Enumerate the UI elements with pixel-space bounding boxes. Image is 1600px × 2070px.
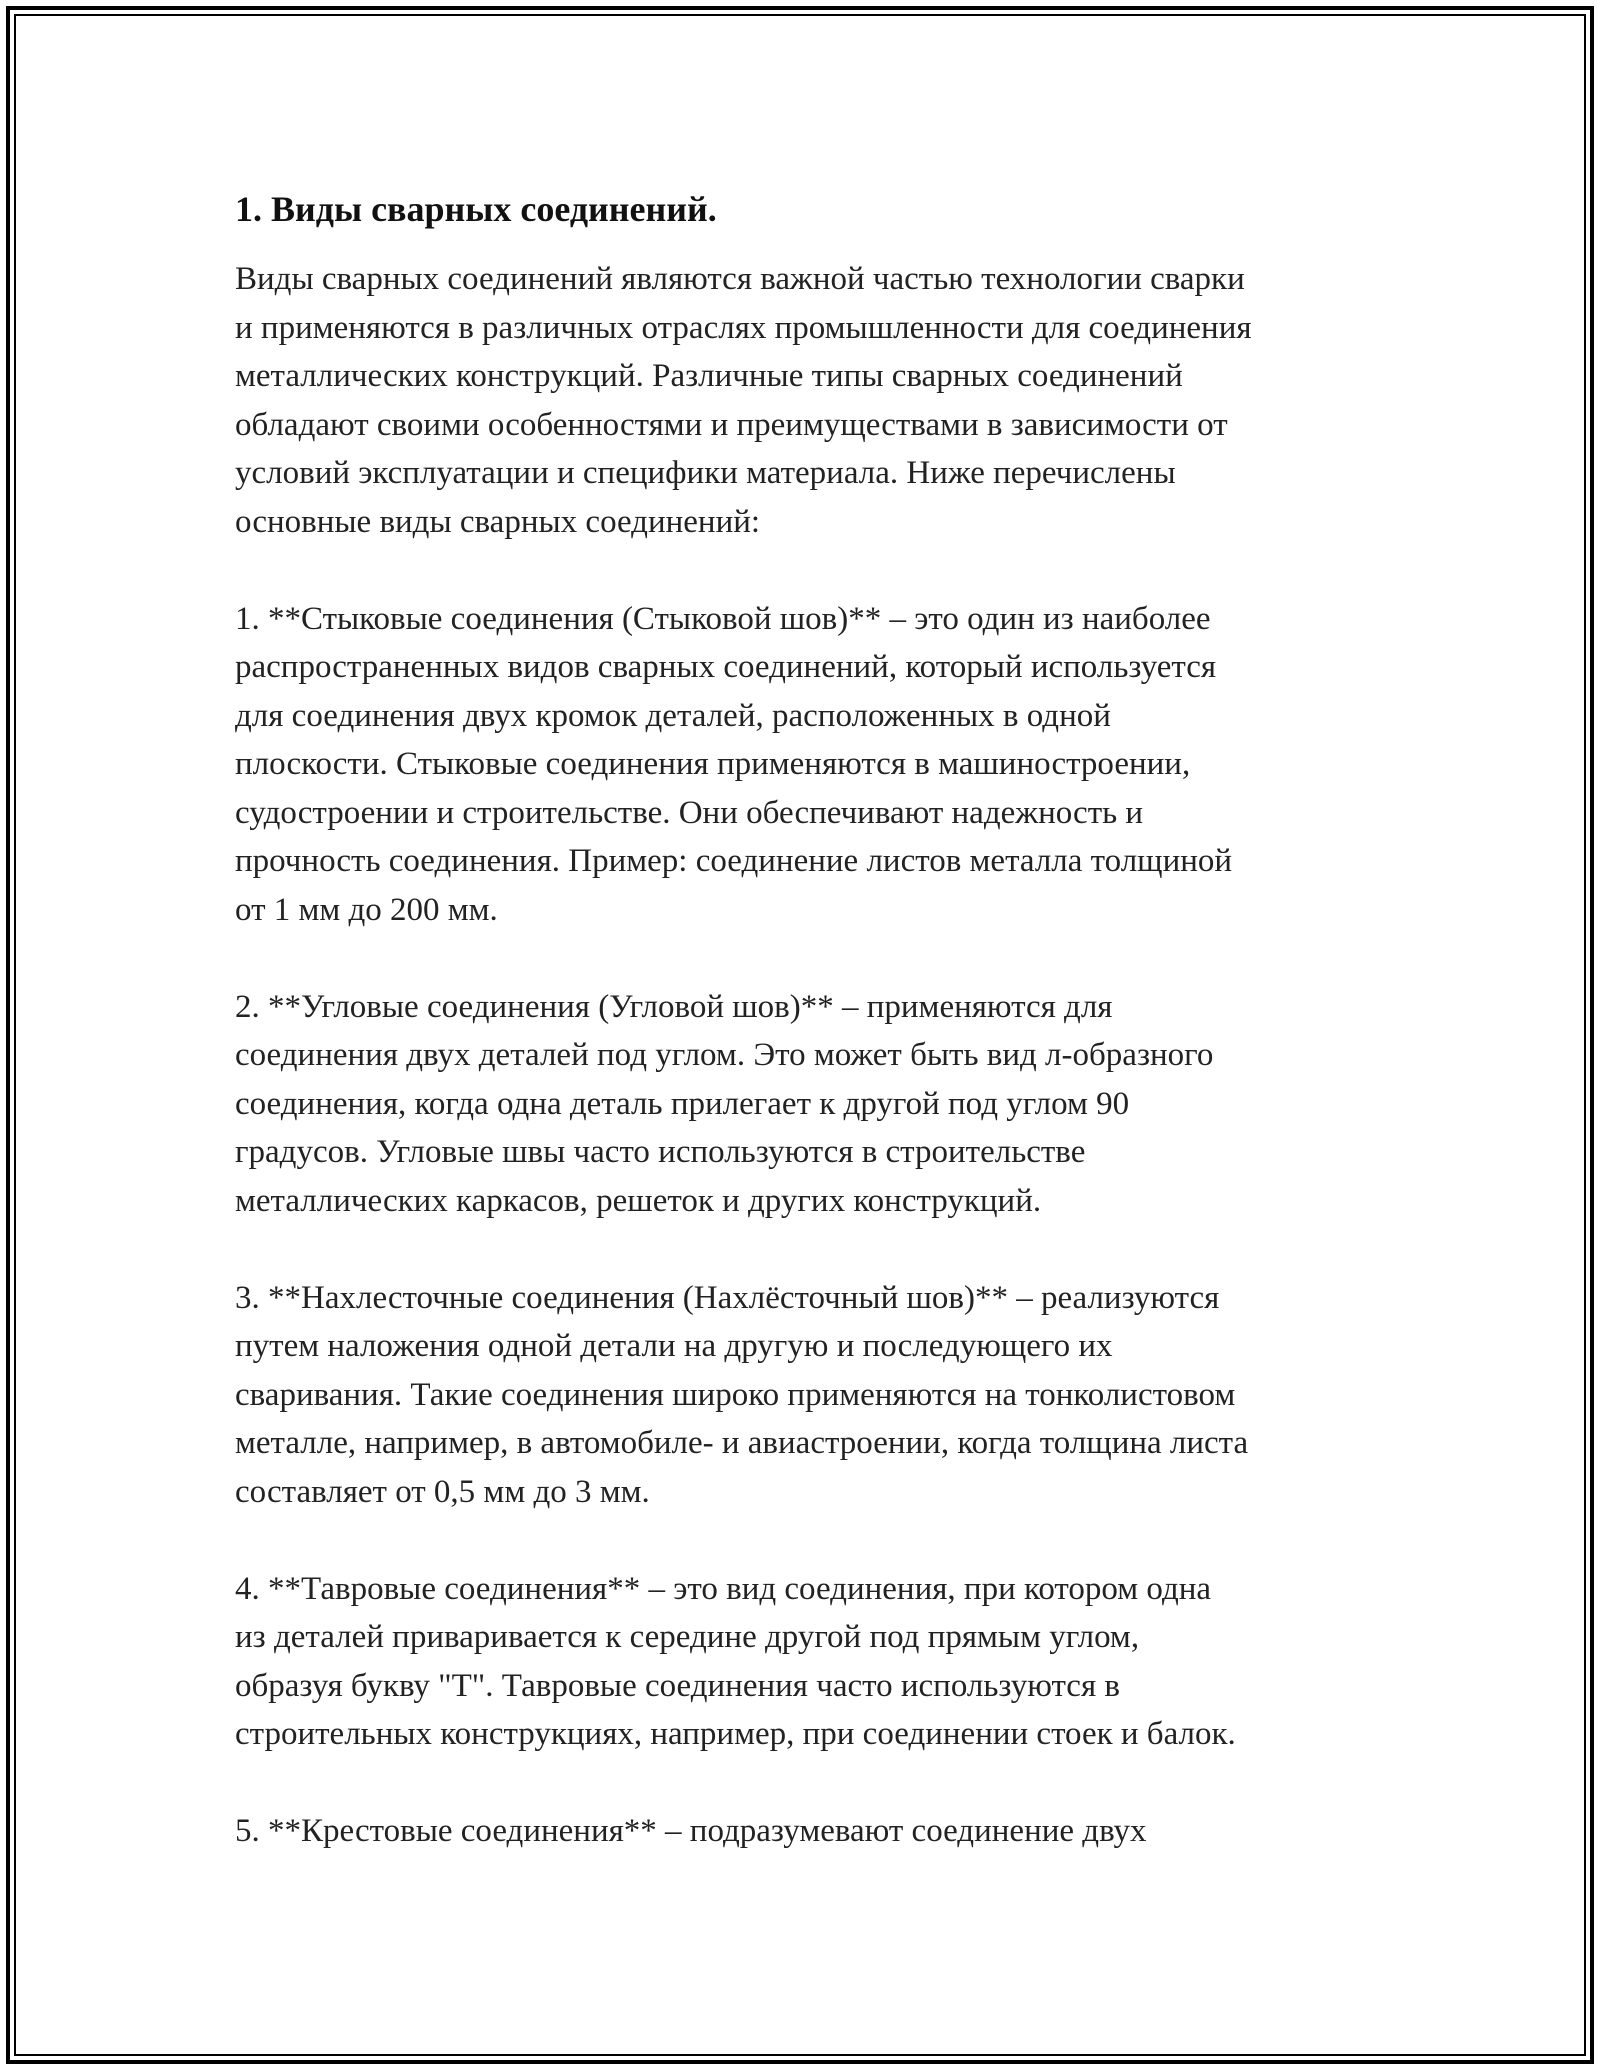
text-line: металлических конструкций. Различные типы сварных соединений	[235, 358, 1183, 394]
text-line: сваривания. Такие соединения широко применяются на тонколистовом	[235, 1376, 1236, 1413]
text-line: условий эксплуатации и специфики материала. Ниже перечислены	[235, 455, 1176, 491]
text-line: 2. **Угловые соединения (Угловой шов)** – применяются для	[235, 988, 1113, 1025]
text-line: Виды сварных соединений являются важной частью технологии сварки	[235, 261, 1245, 297]
text-line: соединения, когда одна деталь прилегает к другой под углом 90	[235, 1085, 1130, 1122]
text-line: распространенных видов сварных соединений, который используется	[235, 649, 1217, 685]
text-line: градусов. Угловые швы часто используются в строительстве	[235, 1134, 1086, 1170]
text-line: соединения двух деталей под углом. Это может быть вид л-образного	[235, 1037, 1214, 1073]
text-line: металлических каркасов, решеток и других конструкций.	[235, 1182, 1042, 1219]
text-line: 5. **Крестовые соединения** – подразумевают соединение двух	[235, 1813, 1147, 1849]
text-line: металле, например, в автомобиле- и авиастроении, когда толщина листа	[235, 1425, 1249, 1461]
text-line: путем наложения одной детали на другую и последующего их	[235, 1328, 1113, 1364]
document-body	[235, 185, 1375, 1904]
list-item-butt-joints	[235, 595, 1375, 935]
text-line: прочность соединения. Пример: соединение листов металла толщиной	[235, 843, 1233, 879]
text-line: 1. **Стыковые соединения (Стыковой шов)** – это один из наиболее	[235, 600, 1211, 637]
text-line: обладают своими особенностями и преимуществами в зависимости от	[235, 406, 1228, 443]
intro-paragraph	[235, 255, 1375, 546]
text-line: образуя букву "Т". Тавровые соединения часто используются в	[235, 1667, 1120, 1704]
text-line: от 1 мм до 200 мм.	[235, 891, 498, 928]
list-item-cross-joints	[235, 1807, 1375, 1856]
list-item-corner-joints	[235, 983, 1375, 1226]
text-line: из деталей приваривается к середине другой под прямым углом,	[235, 1619, 1140, 1655]
list-item-lap-joints	[235, 1274, 1375, 1517]
text-line: 3. **Нахлесточные соединения (Нахлёсточный шов)** – реализуются	[235, 1279, 1220, 1316]
text-line: основные виды сварных соединений:	[235, 503, 761, 540]
text-line: судостроении и строительстве. Они обеспечивают надежность и	[235, 794, 1144, 831]
text-line: плоскости. Стыковые соединения применяются в машиностроении,	[235, 746, 1191, 782]
text-line: для соединения двух кромок деталей, расположенных в одной	[235, 697, 1111, 734]
section-heading: 1. Виды сварных соединений.	[235, 189, 717, 229]
list-item-tee-joints	[235, 1565, 1375, 1759]
text-line: составляет от 0,5 мм до 3 мм.	[235, 1473, 650, 1510]
text-line: и применяются в различных отраслях промышленности для соединения	[235, 309, 1252, 346]
text-line: 4. **Тавровые соединения** – это вид соединения, при котором одна	[235, 1570, 1212, 1607]
text-line: строительных конструкциях, например, при соединении стоек и балок.	[235, 1716, 1236, 1752]
